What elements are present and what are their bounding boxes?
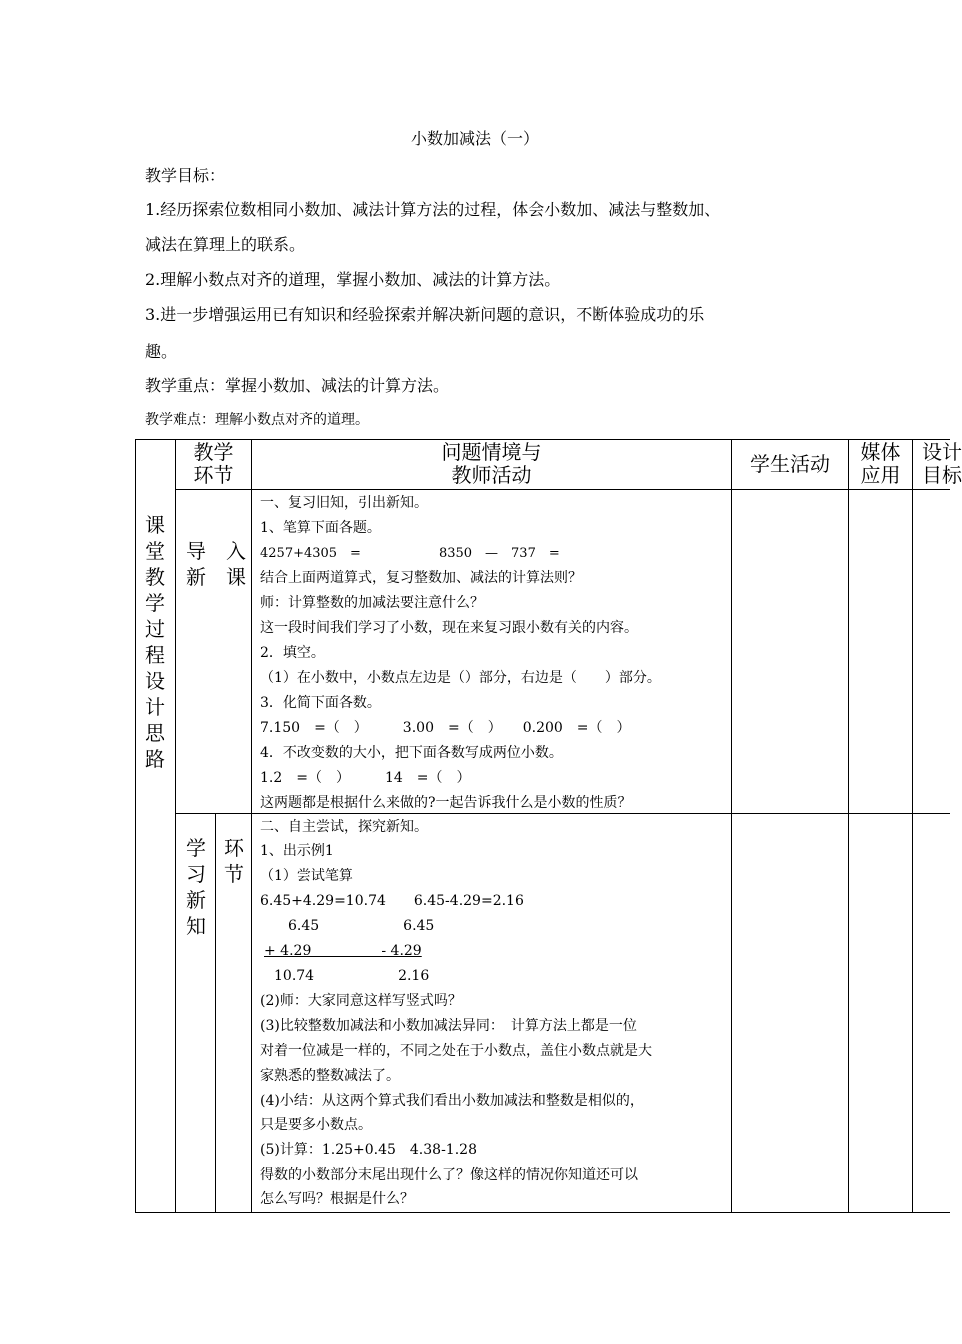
section2-line: 10.74 2.16: [260, 968, 430, 984]
side-char: 教: [145, 565, 165, 589]
section1-line: 1、笔算下面各题。: [260, 520, 381, 536]
side-char: 学: [145, 591, 165, 615]
table-col-divider-1: [175, 439, 176, 1213]
section1-line: 4．不改变数的大小，把下面各数写成两位小数。: [260, 745, 563, 761]
section2-stage-char: 新: [186, 888, 206, 912]
section1-line: 2．填空。: [260, 645, 325, 661]
section2-line: （1）尝试笔算: [260, 868, 353, 884]
header-stage-line-1: 教学: [193, 440, 234, 464]
table-border-left: [135, 439, 136, 1213]
section2-line: 只是要多小数点。: [260, 1117, 372, 1133]
table-col-divider-1b: [215, 813, 216, 1213]
header-student-label: 学生活动: [750, 452, 830, 476]
section2-stage-char: 知: [186, 914, 206, 938]
section1-line: 这两题都是根据什么来做的?一起告诉我什么是小数的性质？: [260, 795, 632, 811]
section2-line: + 4.29 - 4.29: [264, 943, 422, 959]
table-border-bottom: [135, 1212, 950, 1213]
section2-stage-char: 习: [186, 862, 206, 886]
section1-stage-line-1: 导 入: [186, 539, 246, 563]
section2-line: 二、自主尝试，探究新知。: [260, 819, 428, 835]
header-design: [922, 440, 962, 487]
side-char: 计: [145, 695, 165, 719]
header-problem: [252, 441, 731, 487]
header-design-line-2: 目标: [922, 463, 962, 487]
header-media-line-2: 应用: [860, 463, 901, 487]
side-char: 路: [145, 747, 165, 771]
header-design-line-1: 设计: [922, 440, 962, 464]
section1-line: 结合上面两道算式，复习整数加、减法的计算法则？: [260, 570, 582, 586]
section1-stage: [186, 538, 246, 590]
section1-line: 1.2 =（ ） 14 =（ ）: [260, 770, 471, 786]
table-col-divider-2: [251, 439, 252, 1213]
goal-1-line-1: 1.经历探索位数相同小数加、减法计算方法的过程，体会小数加、减法与整数加、: [145, 200, 721, 219]
section2-line: (5)计算：1.25+0.45 4.38-1.28: [260, 1142, 477, 1158]
table-col-divider-5: [912, 439, 913, 1213]
header-problem-line-1: 问题情境与: [441, 440, 542, 464]
header-student: [732, 453, 848, 476]
section2-line: 对着一位减是一样的，不同之处在于小数点，盖住小数点就是大: [260, 1043, 652, 1059]
header-media-line-1: 媒体: [860, 440, 901, 464]
goal-1-line-2: 减法在算理上的联系。: [145, 235, 306, 254]
section2-line: 6.45+4.29=10.74 6.45-4.29=2.16: [260, 893, 524, 909]
side-char: 课: [145, 513, 165, 537]
header-media: [849, 441, 912, 487]
page-title: 小数加减法（一）: [410, 129, 539, 148]
section1-line: 3．化简下面各数。: [260, 695, 381, 711]
side-label: [143, 512, 167, 772]
section1-line: 师：计算整数的加减法要注意什么？: [260, 595, 484, 611]
side-char: 程: [145, 643, 165, 667]
section1-line: 一、复习旧知，引出新知。: [260, 495, 428, 511]
section1-line: 4257+4305 = 8350 — 737 =: [260, 546, 560, 561]
section2-stage-col-1: [184, 835, 208, 939]
section1-line: 这一段时间我们学习了小数，现在来复习跟小数有关的内容。: [260, 620, 638, 636]
section2-line: (3)比较整数加减法和小数加减法异同： 计算方法上都是一位: [260, 1018, 637, 1034]
section1-line: 7.150 =（ ） 3.00 =（ ） 0.200 =（ ）: [260, 720, 631, 736]
section2-line: (2)师：大家同意这样写竖式吗？: [260, 993, 462, 1009]
section2-line: 怎么写吗？根据是什么？: [260, 1191, 414, 1207]
section1-line: （1）在小数中，小数点左边是（）部分，右边是（ ）部分。: [260, 670, 661, 686]
side-char: 堂: [145, 539, 165, 563]
table-header-divider: [175, 489, 950, 490]
goal-3-line-1: 3.进一步增强运用已有知识和经验探索并解决新问题的意识，不断体验成功的乐: [145, 305, 705, 324]
section1-stage-line-2: 新 课: [186, 565, 246, 589]
table-border-top: [135, 439, 950, 440]
difficulty: 教学难点：理解小数点对齐的道理。: [145, 412, 369, 428]
section2-line: (4)小结：从这两个算式我们看出小数加减法和整数是相似的，: [260, 1093, 644, 1109]
section2-line: 得数的小数部分末尾出现什么了？像这样的情况你知道还可以: [260, 1167, 638, 1183]
section2-stage-col-2: [222, 835, 246, 887]
section2-stage-char: 环: [224, 836, 244, 860]
goals-heading: 教学目标：: [145, 166, 226, 185]
side-char: 设: [145, 669, 165, 693]
section2-line: 1、出示例1: [260, 843, 334, 859]
header-stage-line-2: 环节: [193, 463, 234, 487]
table-col-divider-4: [848, 439, 849, 1213]
section2-line: 6.45 6.45: [260, 918, 435, 934]
table-col-divider-3: [731, 439, 732, 1213]
side-char: 过: [145, 617, 165, 641]
section2-line: 家熟悉的整数减法了。: [260, 1068, 400, 1084]
goal-2: 2.理解小数点对齐的道理，掌握小数加、减法的计算方法。: [145, 270, 561, 289]
section2-stage-char: 学: [186, 836, 206, 860]
header-problem-line-2: 教师活动: [451, 463, 532, 487]
header-stage: [176, 441, 251, 487]
key-point: 教学重点：掌握小数加、减法的计算方法。: [145, 376, 450, 395]
side-char: 思: [145, 721, 165, 745]
section2-stage-char: 节: [224, 862, 244, 886]
goal-3-line-2: 趣。: [145, 342, 178, 361]
